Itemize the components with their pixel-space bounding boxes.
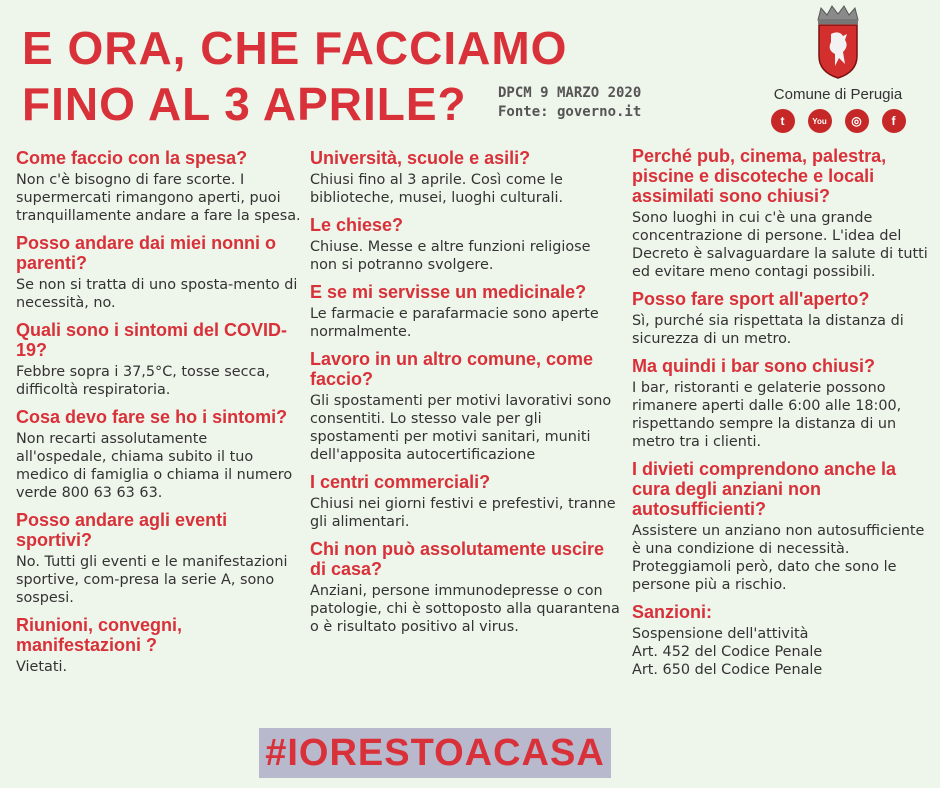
- title-line-1: E ORA, CHE FACCIAMO: [22, 22, 568, 74]
- question: Posso andare dai miei nonni o parenti?: [16, 233, 277, 273]
- question: Ma quindi i bar sono chiusi?: [632, 356, 876, 376]
- faq-column-1: [16, 148, 301, 684]
- answer: I bar, ristoranti e gelaterie possono rimanere aperti dalle 6:00 alle 18:00, rispettando sempre la distanza di un metro tra i clienti.: [632, 380, 902, 450]
- sanctions-heading: Sanzioni:: [632, 602, 712, 622]
- faq-column-2: [310, 148, 620, 644]
- decree-info: [498, 84, 641, 122]
- answer: Anziani, persone immunodepresse o con patologie, chi è sottoposto alla quarantena o è risultato positivo al virus.: [310, 583, 620, 635]
- answer: Le farmacie e parafarmacie sono aperte normalmente.: [310, 306, 599, 340]
- question: Università, scuole e asili?: [310, 148, 531, 168]
- answer: No. Tutti gli eventi e le manifestazioni sportive, com-presa la serie A, sono sospesi.: [16, 554, 288, 606]
- question: Perché pub, cinema, palestra, piscine e discoteche e locali assimilati sono chiusi?: [632, 146, 887, 206]
- question: Posso fare sport all'aperto?: [632, 289, 870, 309]
- question: Riunioni, convegni, manifestazioni ?: [16, 615, 182, 655]
- sanctions-text: Sospensione dell'attività Art. 452 del Codice Penale Art. 650 del Codice Penale: [632, 626, 823, 678]
- answer: Vietati.: [16, 659, 68, 675]
- twitter-icon[interactable]: t: [771, 109, 795, 133]
- youtube-icon[interactable]: You: [808, 109, 832, 133]
- question: Come faccio con la spesa?: [16, 148, 248, 168]
- faq-column-3: [632, 146, 932, 687]
- title-line-2: FINO AL 3 APRILE?: [22, 78, 467, 130]
- decree-source: Fonte: governo.it: [498, 104, 642, 120]
- answer: Gli spostamenti per motivi lavorativi sono consentiti. Lo stesso vale per gli spostamenti per motivi sanitari, muniti dell'apposita autocertificazione: [310, 393, 612, 463]
- hashtag-banner: #IORESTOACASA: [259, 728, 611, 778]
- question: Posso andare agli eventi sportivi?: [16, 510, 228, 550]
- question: I centri commerciali?: [310, 472, 491, 492]
- question: E se mi servisse un medicinale?: [310, 282, 587, 302]
- instagram-icon[interactable]: ◎: [845, 109, 869, 133]
- answer: Chiusi fino al 3 aprile. Così come le biblioteche, musei, luoghi culturali.: [310, 172, 564, 206]
- answer: Febbre sopra i 37,5°C, tosse secca, difficoltà respiratoria.: [16, 364, 270, 398]
- answer: Chiuse. Messe e altre funzioni religiose non si potranno svolgere.: [310, 239, 591, 273]
- answer: Assistere un anziano non autosufficiente è una condizione di necessità. Proteggiamoli però, dato che sono le persone più a rischio.: [632, 523, 925, 593]
- perugia-crest-icon: [809, 4, 867, 80]
- facebook-icon[interactable]: f: [882, 109, 906, 133]
- question: Cosa devo fare se ho i sintomi?: [16, 407, 288, 427]
- logo-block: [758, 4, 918, 133]
- question: Lavoro in un altro comune, come faccio?: [310, 349, 594, 389]
- municipality-name: Comune di Perugia: [773, 86, 903, 103]
- question: Le chiese?: [310, 215, 404, 235]
- decree-date: DPCM 9 MARZO 2020: [498, 85, 642, 101]
- answer: Sono luoghi in cui c'è una grande concentrazione di persone. L'idea del Decreto è salvaguardare la salute di tutti ed evitare meno contagi possibili.: [632, 210, 928, 280]
- question: Chi non può assolutamente uscire di casa?: [310, 539, 605, 579]
- answer: Se non si tratta di uno sposta-mento di necessità, no.: [16, 277, 298, 311]
- question: I divieti comprendono anche la cura degli anziani non autosufficienti?: [632, 459, 897, 519]
- page-title: [22, 20, 567, 132]
- social-links: [758, 109, 918, 133]
- question: Quali sono i sintomi del COVID-19?: [16, 320, 288, 360]
- answer: Sì, purché sia rispettata la distanza di sicurezza di un metro.: [632, 313, 904, 347]
- answer: Non c'è bisogno di fare scorte. I supermercati rimangono aperti, puoi tranquillamente andare a fare la spesa.: [16, 172, 301, 224]
- answer: Non recarti assolutamente all'ospedale, chiama subito il tuo medico di famiglia o chiama il numero verde 800 63 63 63.: [16, 431, 293, 501]
- answer: Chiusi nei giorni festivi e prefestivi, tranne gli alimentari.: [310, 496, 616, 530]
